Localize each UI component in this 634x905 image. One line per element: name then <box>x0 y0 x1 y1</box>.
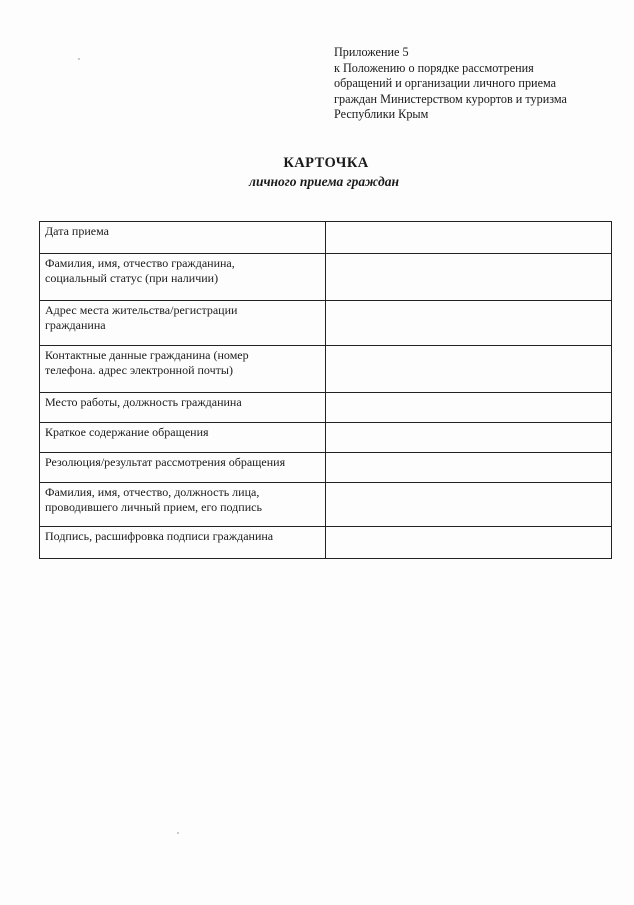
row-value[interactable] <box>326 423 612 453</box>
appendix-line: к Положению о порядке рассмотрения <box>334 60 534 75</box>
scan-speck <box>177 832 179 834</box>
row-label-line: Резолюция/результат рассмотрения обращения <box>45 455 286 469</box>
row-value[interactable] <box>326 393 612 423</box>
table-row <box>40 254 612 301</box>
scan-speck <box>78 58 80 60</box>
appendix-line: граждан Министерством курортов и туризма <box>334 91 567 106</box>
table-row <box>40 527 612 559</box>
document-title-block <box>0 155 634 190</box>
row-value[interactable] <box>326 222 612 254</box>
document-title: КАРТОЧКА <box>283 155 369 171</box>
table-row <box>40 346 612 393</box>
appendix-note <box>334 45 624 123</box>
row-label <box>40 483 326 527</box>
row-label <box>40 453 326 483</box>
row-value[interactable] <box>326 346 612 393</box>
table-row <box>40 393 612 423</box>
appendix-line: Республики Крым <box>334 107 429 121</box>
row-label-line: телефона. адрес электронной почты) <box>45 363 233 377</box>
row-value[interactable] <box>326 301 612 346</box>
row-label <box>40 254 326 301</box>
row-label <box>40 423 326 453</box>
row-label-line: гражданина <box>45 318 106 332</box>
row-label-line: Фамилия, имя, отчество гражданина, <box>45 256 235 270</box>
row-value[interactable] <box>326 453 612 483</box>
table-row <box>40 423 612 453</box>
row-label-line: Дата приема <box>45 224 109 238</box>
row-label <box>40 301 326 346</box>
table-row <box>40 483 612 527</box>
row-label-line: Краткое содержание обращения <box>45 425 209 439</box>
row-label <box>40 222 326 254</box>
row-label-line: Фамилия, имя, отчество, должность лица, <box>45 485 260 499</box>
row-label-line: Адрес места жительства/регистрации <box>45 303 238 317</box>
row-value[interactable] <box>326 527 612 559</box>
row-label-line: Место работы, должность гражданина <box>45 395 242 409</box>
row-label-line: социальный статус (при наличии) <box>45 271 219 285</box>
appendix-line: Приложение 5 <box>334 45 409 59</box>
row-value[interactable] <box>326 254 612 301</box>
document-subtitle: личного приема граждан <box>249 174 399 189</box>
row-label <box>40 393 326 423</box>
row-label <box>40 527 326 559</box>
table-row <box>40 301 612 346</box>
row-label-line: Подпись, расшифровка подписи гражданина <box>45 529 274 543</box>
table-row <box>40 453 612 483</box>
row-label-line: проводившего личный прием, его подпись <box>45 500 262 514</box>
row-label <box>40 346 326 393</box>
appendix-line: обращений и организации личного приема <box>334 76 557 90</box>
card-table <box>39 221 612 559</box>
row-value[interactable] <box>326 483 612 527</box>
table-row <box>40 222 612 254</box>
row-label-line: Контактные данные гражданина (номер <box>45 348 249 362</box>
